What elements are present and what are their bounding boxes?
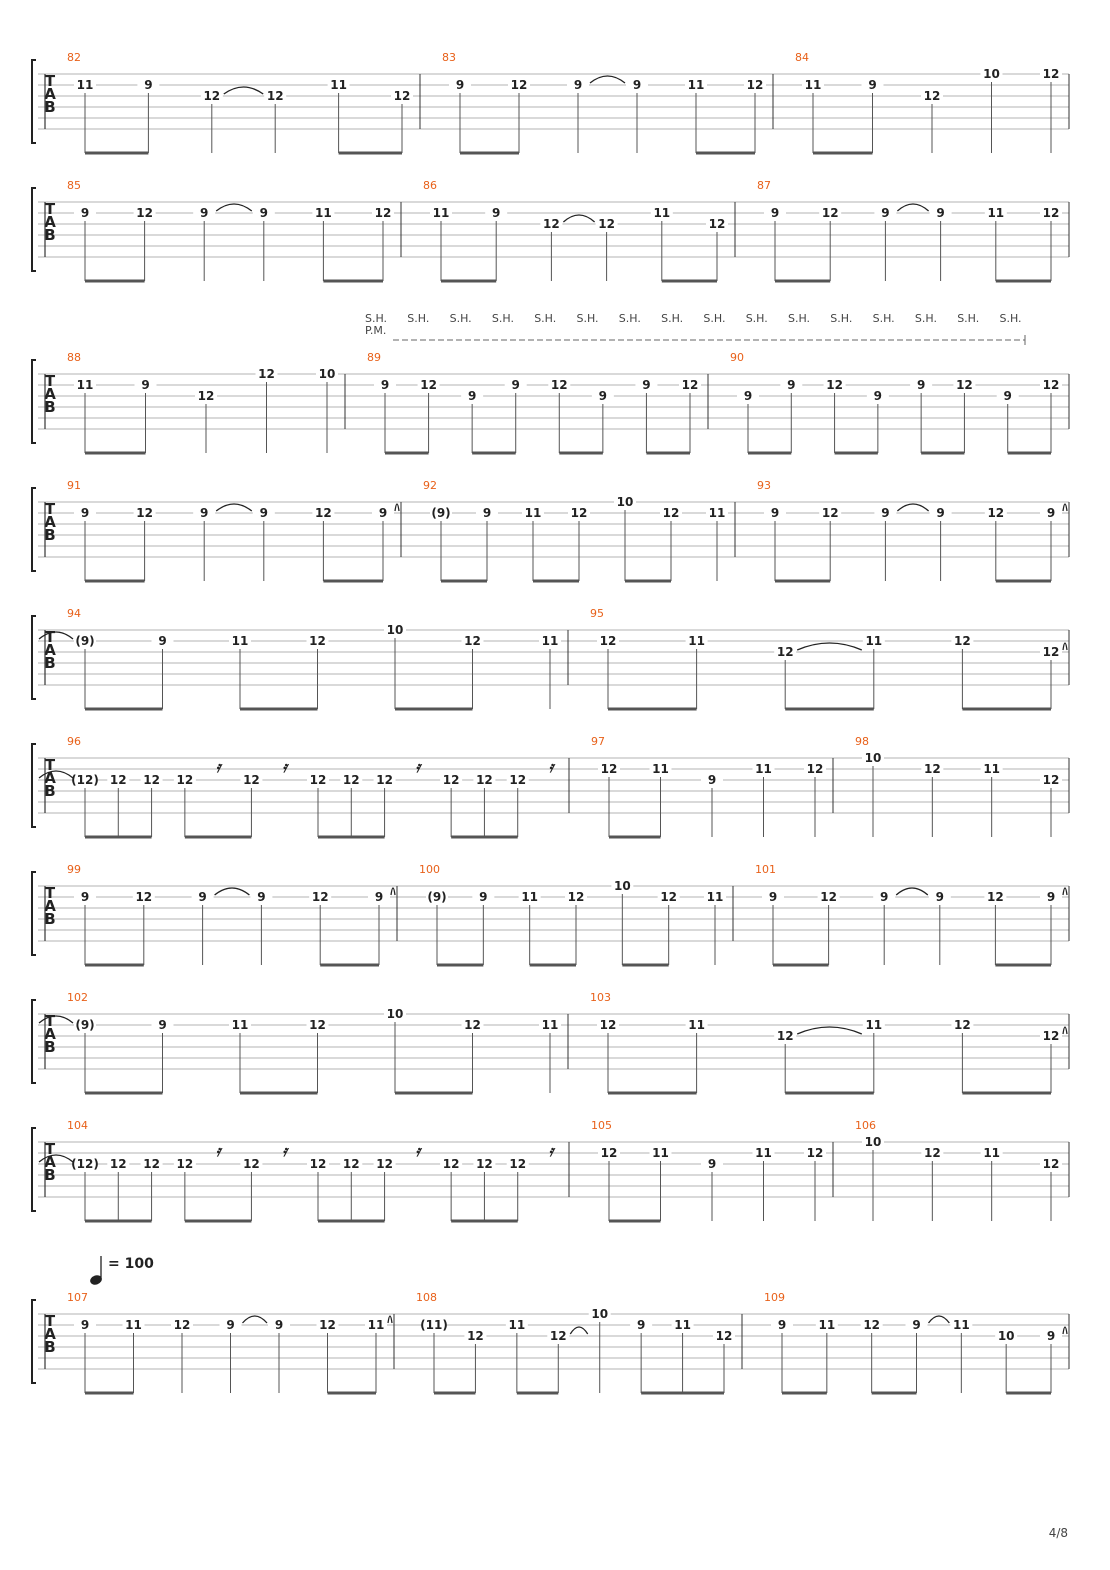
fret-number: 12: [176, 773, 194, 787]
fret-number: 11: [315, 206, 332, 220]
tie-arc: [216, 204, 252, 211]
fret-number: 9: [873, 389, 883, 403]
tie-arc: [590, 76, 625, 83]
fret-number: 9: [912, 1318, 921, 1332]
page-number: 4/8: [1048, 1526, 1068, 1540]
fret-number: 12: [109, 773, 127, 787]
rest-symbol: 𝄿: [548, 758, 554, 776]
system-bracket: [32, 1000, 36, 1083]
fret-number: 12: [143, 1157, 160, 1171]
measure-number: 89: [367, 351, 381, 364]
measure-number: 86: [423, 179, 437, 192]
tie-arc: [1063, 1027, 1067, 1034]
tab-clef-letter: A: [44, 385, 56, 403]
fret-number: 12: [987, 506, 1005, 520]
tab-clef-letter: B: [44, 526, 56, 544]
rest-symbol: 𝄿: [548, 1142, 554, 1160]
fret-number: 11: [76, 378, 94, 392]
fret-number: 12: [660, 890, 678, 904]
fret-number: 9: [274, 1318, 284, 1332]
fret-number: 10: [591, 1307, 609, 1321]
tab-clef-letter: B: [44, 1038, 56, 1056]
fret-number: 9: [936, 506, 945, 520]
fret-number: 12: [197, 389, 215, 403]
measure-number: 83: [442, 51, 456, 64]
fret-number: 12: [109, 1157, 127, 1171]
fret-number: 12: [662, 506, 680, 520]
measure-number: 97: [591, 735, 605, 748]
fret-number: 9: [880, 890, 889, 904]
pinch-harmonic-label: S.H.: [407, 312, 430, 325]
fret-number: 11: [674, 1318, 691, 1332]
pinch-harmonic-label: S.H.: [449, 312, 472, 325]
fret-number: 9: [642, 378, 651, 392]
tab-clef-letter: B: [44, 654, 56, 672]
fret-number: 9: [936, 206, 945, 220]
tie-arc: [215, 888, 250, 895]
fret-number: 12: [746, 78, 764, 92]
fret-number: 12: [393, 89, 411, 103]
tie-arc: [1063, 504, 1067, 511]
fret-number: 12: [821, 506, 839, 520]
fret-number: 11: [652, 762, 669, 776]
tab-clef-letter: A: [44, 213, 56, 231]
fret-number: 11: [367, 1318, 385, 1332]
fret-number: 12: [1042, 773, 1060, 787]
fret-number: 11: [432, 206, 450, 220]
fret-number: 9: [144, 78, 153, 92]
fret-number: 12: [1042, 378, 1060, 392]
measure-number: 108: [416, 1291, 437, 1304]
fret-number: 11: [818, 1318, 836, 1332]
measure-number: 106: [855, 1119, 876, 1132]
fret-number: 11: [755, 1146, 772, 1160]
fret-number: 9: [770, 206, 780, 220]
fret-number: (9): [75, 634, 95, 648]
fret-number: 12: [826, 378, 843, 392]
fret-number: 11: [653, 206, 671, 220]
fret-number: 12: [1042, 645, 1060, 659]
fret-number: 12: [464, 634, 481, 648]
fret-number: 9: [257, 890, 266, 904]
tie-arc: [1063, 888, 1067, 895]
fret-number: 9: [707, 1157, 717, 1171]
fret-number: 11: [983, 762, 1001, 776]
fret-number: 12: [954, 634, 971, 648]
fret-number: 9: [259, 206, 268, 220]
fret-number: 12: [309, 1018, 326, 1032]
fret-number: 9: [492, 206, 501, 220]
fret-number: 12: [599, 634, 617, 648]
measure-number: 94: [67, 607, 81, 620]
fret-number: 12: [319, 1318, 336, 1332]
tie-arc: [896, 888, 928, 895]
tie-arc: [391, 888, 395, 895]
fret-number: 12: [476, 773, 493, 787]
fret-number: 12: [776, 1029, 794, 1043]
fret-number: 12: [600, 1146, 618, 1160]
fret-number: 12: [1042, 1029, 1060, 1043]
tab-clef-letter: T: [44, 200, 56, 218]
fret-number: 11: [521, 890, 539, 904]
measure-number: 93: [757, 479, 771, 492]
fret-number: 11: [652, 1146, 669, 1160]
measure-number: 103: [590, 991, 611, 1004]
tab-clef-letter: T: [44, 372, 56, 390]
tie-arc: [570, 1327, 587, 1334]
tab-clef-letter: T: [44, 1012, 56, 1030]
fret-number: 11: [952, 1318, 970, 1332]
tie-arc: [797, 643, 862, 650]
system-bracket: [32, 1128, 36, 1211]
fret-number: 12: [203, 89, 221, 103]
fret-number: 9: [1046, 890, 1056, 904]
fret-number: 12: [374, 206, 392, 220]
fret-number: 9: [455, 78, 465, 92]
measure-number: 84: [795, 51, 809, 64]
tab-clef-letter: A: [44, 1325, 56, 1343]
measure-number: 99: [67, 863, 81, 876]
fret-number: 9: [511, 378, 520, 392]
fret-number: 9: [198, 890, 207, 904]
fret-number: 11: [125, 1318, 142, 1332]
tab-clef-letter: B: [44, 398, 56, 416]
system-bracket: [32, 60, 36, 143]
fret-number: 9: [1046, 1329, 1056, 1343]
measure-number: 88: [67, 351, 81, 364]
fret-number: 12: [956, 378, 973, 392]
fret-number: 11: [804, 78, 822, 92]
tab-clef-letter: A: [44, 1025, 56, 1043]
fret-number: 9: [777, 1318, 787, 1332]
fret-number: 9: [881, 506, 890, 520]
measure-number: 105: [591, 1119, 612, 1132]
fret-number: 9: [374, 890, 384, 904]
tab-clef-letter: A: [44, 769, 56, 787]
tab-clef-letter: B: [44, 98, 56, 116]
tie-arc: [897, 504, 928, 511]
fret-number: 12: [311, 890, 329, 904]
pinch-harmonic-label: S.H.: [576, 312, 599, 325]
fret-number: 10: [983, 67, 1000, 81]
fret-number: 9: [259, 506, 268, 520]
rest-symbol: 𝄿: [282, 1142, 288, 1160]
fret-number: 12: [681, 378, 699, 392]
fret-number: 9: [141, 378, 150, 392]
system-bracket: [32, 360, 36, 443]
fret-number: (9): [75, 1018, 95, 1032]
measure-number: 85: [67, 179, 81, 192]
fret-number: 11: [865, 1018, 883, 1032]
tab-clef-letter: T: [44, 756, 56, 774]
fret-number: 12: [806, 762, 824, 776]
tie-arc: [897, 204, 928, 211]
fret-number: 12: [420, 378, 437, 392]
fret-number: 12: [820, 890, 837, 904]
measure-number: 102: [67, 991, 88, 1004]
fret-number: 12: [543, 217, 560, 231]
measure-number: 104: [67, 1119, 88, 1132]
fret-number: 11: [983, 1146, 1001, 1160]
fret-number: 12: [309, 1157, 327, 1171]
fret-number: 11: [687, 78, 705, 92]
fret-number: 12: [376, 773, 393, 787]
system-bracket: [32, 488, 36, 571]
fret-number: 12: [176, 1157, 194, 1171]
fret-number: 11: [231, 1018, 249, 1032]
fret-number: 12: [258, 367, 275, 381]
fret-number: 12: [708, 217, 726, 231]
fret-number: 12: [243, 773, 260, 787]
system-bracket: [32, 744, 36, 827]
fret-number: 12: [476, 1157, 493, 1171]
fret-number: 12: [715, 1329, 733, 1343]
tab-clef-letter: T: [44, 1312, 56, 1330]
tab-clef-letter: A: [44, 85, 56, 103]
rest-symbol: 𝄿: [282, 758, 288, 776]
tie-arc: [1063, 643, 1067, 650]
fret-number: 9: [378, 506, 388, 520]
measure-number: 100: [419, 863, 440, 876]
fret-number: (11): [420, 1318, 448, 1332]
fret-number: 12: [243, 1157, 260, 1171]
fret-number: 9: [770, 506, 780, 520]
fret-number: 9: [80, 506, 90, 520]
system-bracket: [32, 188, 36, 271]
fret-number: 12: [136, 506, 153, 520]
fret-number: 12: [806, 1146, 824, 1160]
pinch-harmonic-label: S.H.: [999, 312, 1022, 325]
fret-number: 9: [1003, 389, 1012, 403]
fret-number: 12: [570, 506, 588, 520]
fret-number: 12: [549, 1329, 567, 1343]
fret-number: (9): [427, 890, 447, 904]
rest-symbol: 𝄿: [415, 758, 421, 776]
fret-number: 12: [1042, 67, 1060, 81]
system-bracket: [32, 616, 36, 699]
fret-number: 9: [479, 890, 488, 904]
fret-number: 12: [567, 890, 585, 904]
fret-number: 10: [386, 623, 404, 637]
tie-arc: [929, 1316, 950, 1323]
pinch-harmonic-label: S.H.: [534, 312, 557, 325]
fret-number: 10: [613, 879, 631, 893]
pinch-harmonic-label: S.H.: [661, 312, 684, 325]
fret-number: 12: [863, 1318, 881, 1332]
fret-number: 9: [868, 78, 877, 92]
tab-clef-letter: A: [44, 1153, 56, 1171]
pinch-harmonic-label: S.H.: [618, 312, 641, 325]
fret-number: 9: [226, 1318, 235, 1332]
fret-number: 11: [541, 1018, 559, 1032]
tab-clef-letter: B: [44, 782, 56, 800]
fret-number: 12: [510, 78, 528, 92]
fret-number: 12: [598, 217, 615, 231]
tempo-value: = 100: [108, 1256, 154, 1272]
tie-arc: [563, 215, 594, 222]
fret-number: 11: [865, 634, 883, 648]
fret-number: 9: [916, 378, 926, 392]
pinch-harmonic-label: S.H.: [914, 312, 937, 325]
fret-number: 11: [688, 1018, 705, 1032]
pinch-harmonic-label: S.H.: [788, 312, 811, 325]
fret-number: 11: [76, 78, 94, 92]
tie-arc: [797, 1027, 862, 1034]
measure-number: 87: [757, 179, 771, 192]
fret-number: 12: [987, 890, 1004, 904]
measure-number: 101: [755, 863, 776, 876]
fret-number: 11: [755, 762, 772, 776]
measure-number: 90: [730, 351, 744, 364]
palm-mute-label: P.M.: [365, 324, 387, 337]
fret-number: 10: [864, 751, 882, 765]
fret-number: 9: [573, 78, 583, 92]
fret-number: 9: [768, 890, 778, 904]
fret-number: 9: [200, 206, 209, 220]
fret-number: 12: [954, 1018, 971, 1032]
tie-arc: [388, 1316, 392, 1323]
fret-number: (9): [431, 506, 451, 520]
fret-number: 12: [923, 1146, 941, 1160]
fret-number: 11: [541, 634, 559, 648]
measure-number: 98: [855, 735, 869, 748]
pinch-harmonic-label: S.H.: [957, 312, 980, 325]
fret-number: 9: [200, 506, 209, 520]
fret-number: 12: [821, 206, 839, 220]
pinch-harmonic-label: S.H.: [365, 312, 388, 325]
fret-number: 9: [881, 206, 890, 220]
measure-number: 95: [590, 607, 604, 620]
tab-clef-letter: T: [44, 500, 56, 518]
tab-clef-letter: A: [44, 641, 56, 659]
tab-clef-letter: B: [44, 1166, 56, 1184]
fret-number: 12: [136, 206, 153, 220]
fret-number: 11: [330, 78, 347, 92]
fret-number: 12: [266, 89, 284, 103]
tie-arc: [243, 1316, 268, 1323]
tab-clef-letter: B: [44, 226, 56, 244]
fret-number: 9: [743, 389, 753, 403]
fret-number: 12: [342, 773, 360, 787]
measure-number: 92: [423, 479, 437, 492]
fret-number: 12: [442, 773, 460, 787]
fret-number: 11: [231, 634, 249, 648]
fret-number: 12: [923, 762, 941, 776]
fret-number: 9: [158, 1018, 167, 1032]
fret-number: 11: [706, 890, 724, 904]
fret-number: 10: [616, 495, 634, 509]
system-bracket: [32, 872, 36, 955]
fret-number: 9: [935, 890, 944, 904]
fret-number: 11: [508, 1318, 526, 1332]
fret-number: 12: [1042, 206, 1060, 220]
tab-clef-letter: A: [44, 513, 56, 531]
fret-number: 12: [442, 1157, 460, 1171]
fret-number: 12: [509, 1157, 527, 1171]
fret-number: 12: [550, 378, 568, 392]
rest-symbol: 𝄿: [415, 1142, 421, 1160]
tie-arc: [395, 504, 399, 511]
fret-number: 11: [708, 506, 726, 520]
tab-clef-letter: A: [44, 897, 56, 915]
measure-number: 107: [67, 1291, 88, 1304]
fret-number: 9: [80, 206, 90, 220]
fret-number: 9: [80, 890, 90, 904]
fret-number: 12: [776, 645, 794, 659]
fret-number: 9: [482, 506, 492, 520]
tie-arc: [216, 504, 252, 511]
tab-clef-letter: T: [44, 884, 56, 902]
fret-number: 12: [376, 1157, 393, 1171]
tab-clef-letter: T: [44, 1140, 56, 1158]
fret-number: 12: [143, 773, 160, 787]
tab-clef-letter: T: [44, 72, 56, 90]
fret-number: 12: [309, 634, 326, 648]
fret-number: 12: [923, 89, 941, 103]
fret-number: 10: [864, 1135, 882, 1149]
fret-number: (12): [71, 1157, 99, 1171]
fret-number: 12: [315, 506, 332, 520]
fret-number: 11: [688, 634, 705, 648]
fret-number: 10: [997, 1329, 1015, 1343]
fret-number: 12: [342, 1157, 360, 1171]
measure-number: 82: [67, 51, 81, 64]
fret-number: 9: [80, 1318, 90, 1332]
fret-number: 9: [380, 378, 390, 392]
fret-number: 12: [135, 890, 153, 904]
pinch-harmonic-label: S.H.: [703, 312, 726, 325]
fret-number: 12: [1042, 1157, 1060, 1171]
pinch-harmonic-label: S.H.: [491, 312, 514, 325]
system-bracket: [32, 1300, 36, 1383]
fret-number: 9: [707, 773, 717, 787]
tie-arc: [1063, 1327, 1067, 1334]
fret-number: 9: [1046, 506, 1056, 520]
fret-number: 11: [524, 506, 542, 520]
measure-number: 91: [67, 479, 81, 492]
fret-number: 11: [987, 206, 1005, 220]
fret-number: 9: [158, 634, 167, 648]
fret-number: 10: [318, 367, 336, 381]
rest-symbol: 𝄿: [215, 758, 221, 776]
fret-number: 12: [599, 1018, 617, 1032]
fret-number: 10: [386, 1007, 404, 1021]
fret-number: 12: [309, 773, 327, 787]
pinch-harmonic-label: S.H.: [745, 312, 768, 325]
fret-number: 12: [173, 1318, 191, 1332]
fret-number: 9: [636, 1318, 646, 1332]
pinch-harmonic-label: S.H.: [872, 312, 895, 325]
fret-number: 9: [787, 378, 796, 392]
fret-number: 9: [467, 389, 477, 403]
fret-number: (12): [71, 773, 99, 787]
fret-number: 9: [632, 78, 642, 92]
fret-number: 12: [464, 1018, 481, 1032]
tie-arc: [224, 87, 263, 94]
fret-number: 12: [509, 773, 527, 787]
fret-number: 12: [600, 762, 618, 776]
tab-clef-letter: B: [44, 1338, 56, 1356]
rest-symbol: 𝄿: [215, 1142, 221, 1160]
pinch-harmonic-label: S.H.: [830, 312, 853, 325]
fret-number: 9: [598, 389, 608, 403]
measure-number: 109: [764, 1291, 785, 1304]
tab-clef-letter: T: [44, 628, 56, 646]
tab-clef-letter: B: [44, 910, 56, 928]
fret-number: 12: [467, 1329, 484, 1343]
measure-number: 96: [67, 735, 81, 748]
